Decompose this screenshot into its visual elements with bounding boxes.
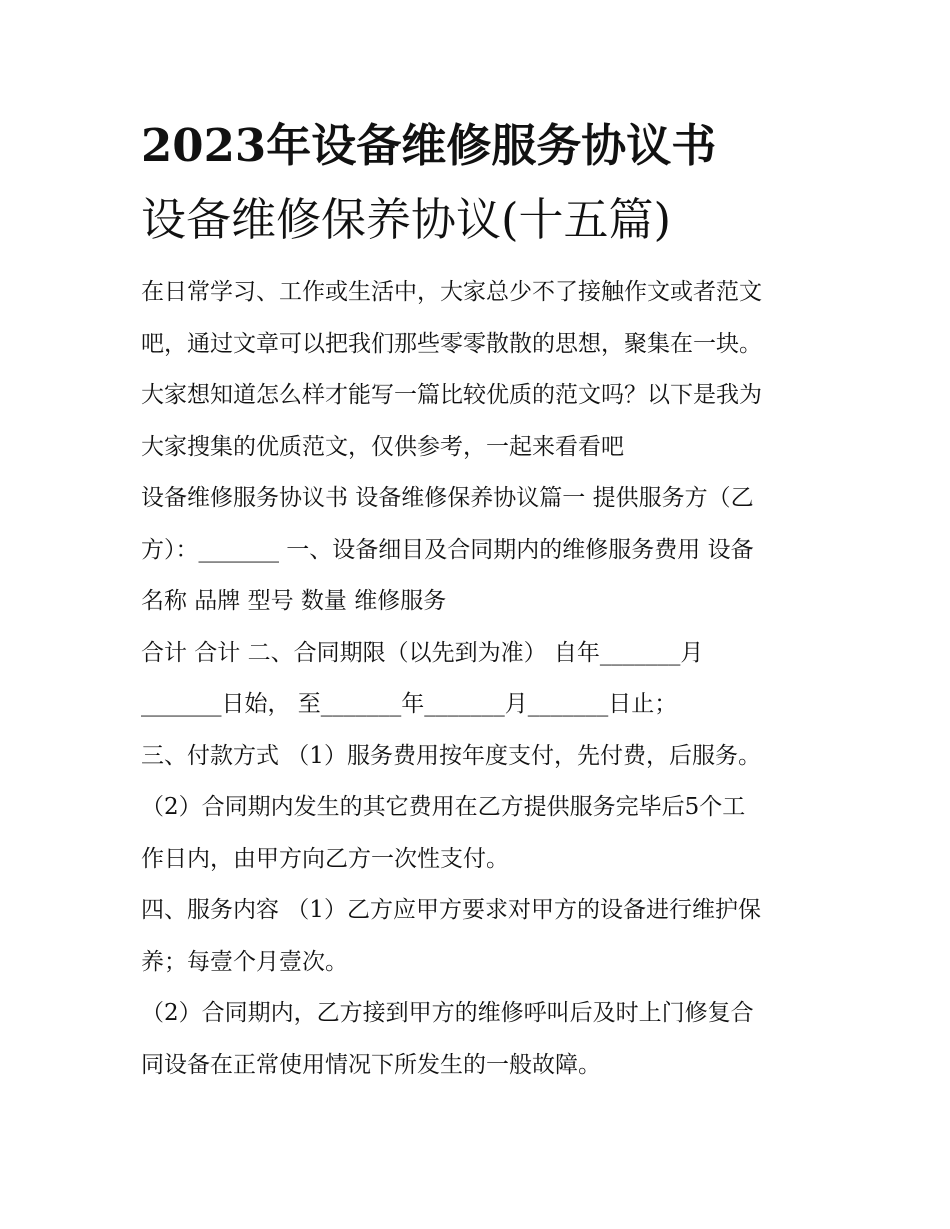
body-line: 四、服务内容 （1）乙方应甲方要求对甲方的设备进行维护保 [141,897,761,923]
body-line: 作日内，由甲方向乙方一次性支付。 [141,845,509,872]
body-line: 在日常学习、工作或生活中，大家总少不了接触作文或者范文 [141,279,762,305]
body-line: （2）合同期内发生的其它费用在乙方提供服务完毕后5个工 [141,794,746,820]
body-line: 名称 品牌 型号 数量 维修服务 [141,588,447,614]
body-line: 同设备在正常使用情况下所发生的一般故障。 [141,1051,601,1078]
body-line: （2）合同期内，乙方接到甲方的维修呼叫后及时上门修复合 [141,1000,754,1026]
document-content [141,118,813,1091]
body-line: 三、付款方式 （1）服务费用按年度支付，先付费，后服务。 [141,742,761,769]
document-title-line-1: 2023年设备维修服务协议书 [141,119,717,172]
body-line: _______日始， 至_______年_______月_______日止； [141,691,678,717]
body-line: 大家想知道怎么样才能写一篇比较优质的范文吗？以下是我为 [141,382,762,408]
body-line: 养；每壹个月壹次。 [141,948,348,975]
document-title-line-2: 设备维修保养协议(十五篇) [141,193,672,246]
body-line: 吧，通过文章可以把我们那些零零散散的思想，聚集在一块。 [141,330,762,357]
body-line: 设备维修服务协议书 设备维修保养协议篇一 提供服务方（乙 [141,485,754,511]
document-body [141,267,813,1091]
body-line: 合计 合计 二、合同期限（以先到为准） 自年_______月 [141,639,704,666]
body-line: 大家搜集的优质范文，仅供参考，一起来看看吧 [141,433,624,460]
body-line: 方）：_______ 一、设备细目及合同期内的维修服务费用 设备 [141,536,754,563]
